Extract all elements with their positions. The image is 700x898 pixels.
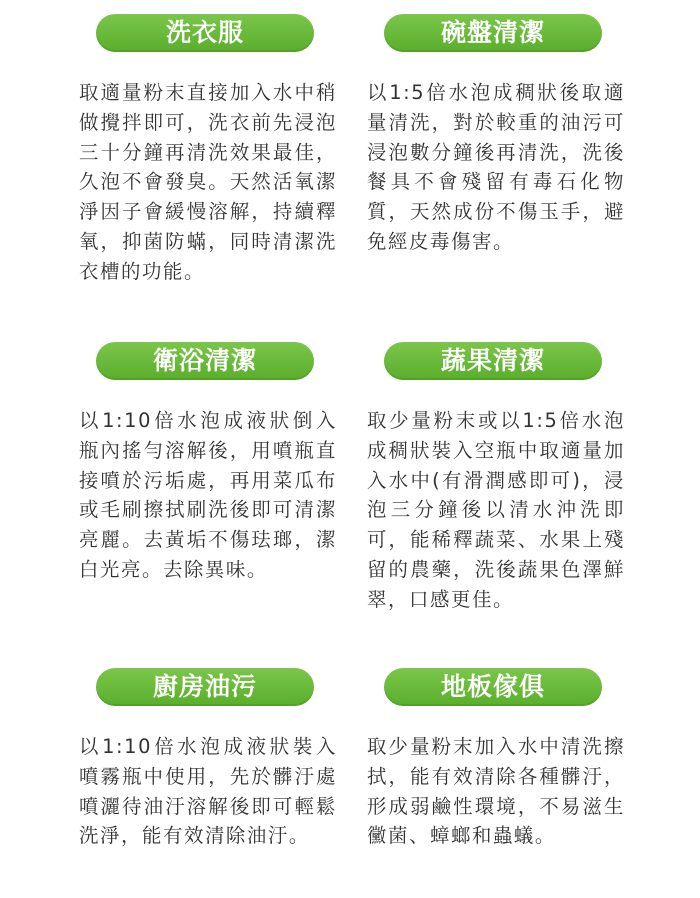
section-title-pill: 蔬果清潔 — [384, 342, 602, 380]
section-description: 取少量粉末或以1:5倍水泡成稠狀裝入空瓶中取適量加入水中(有滑潤感即可)，浸泡三分鐘後以清水沖洗即可，能稀釋蔬菜、水果上殘留的農藥，洗後蔬果色澤鮮翠，口感更佳。 — [367, 409, 625, 611]
section-title-pill: 洗衣服 — [96, 14, 314, 52]
section-title-pill: 廚房油污 — [96, 668, 314, 706]
section-description: 以1:10倍水泡成液狀倒入瓶內搖勻溶解後，用噴瓶直接噴於污垢處，再用菜瓜布或毛刷擦拭刷洗後即可清潔亮麗。去黃垢不傷珐瑯，潔白光亮。去除異味。 — [79, 409, 337, 581]
section-description: 取少量粉末加入水中清洗擦拭，能有效清除各種髒汙，形成弱鹼性環境，不易滋生黴菌、蟑螂和蟲蟻。 — [367, 735, 625, 848]
section-description: 以1:10倍水泡成液狀裝入噴霧瓶中使用，先於髒汙處噴灑待油汙溶解後即可輕鬆洗淨，能有效清除油汙。 — [79, 735, 337, 848]
section-title-pill: 地板傢俱 — [384, 668, 602, 706]
section-description: 以1:5倍水泡成稠狀後取適量清洗，對於較重的油污可浸泡數分鐘後再清洗，洗後餐具不會殘留有毒石化物質，天然成份不傷玉手，避免經皮毒傷害。 — [367, 81, 625, 253]
section-title-pill: 碗盤清潔 — [384, 14, 602, 52]
section-title-pill: 衛浴清潔 — [96, 342, 314, 380]
section-description: 取適量粉末直接加入水中稍做攪拌即可，洗衣前先浸泡三十分鐘再清洗效果最佳，久泡不會發臭。天然活氧潔淨因子會緩慢溶解，持續釋氧，抑菌防蟎，同時清潔洗衣槽的功能。 — [79, 81, 337, 283]
